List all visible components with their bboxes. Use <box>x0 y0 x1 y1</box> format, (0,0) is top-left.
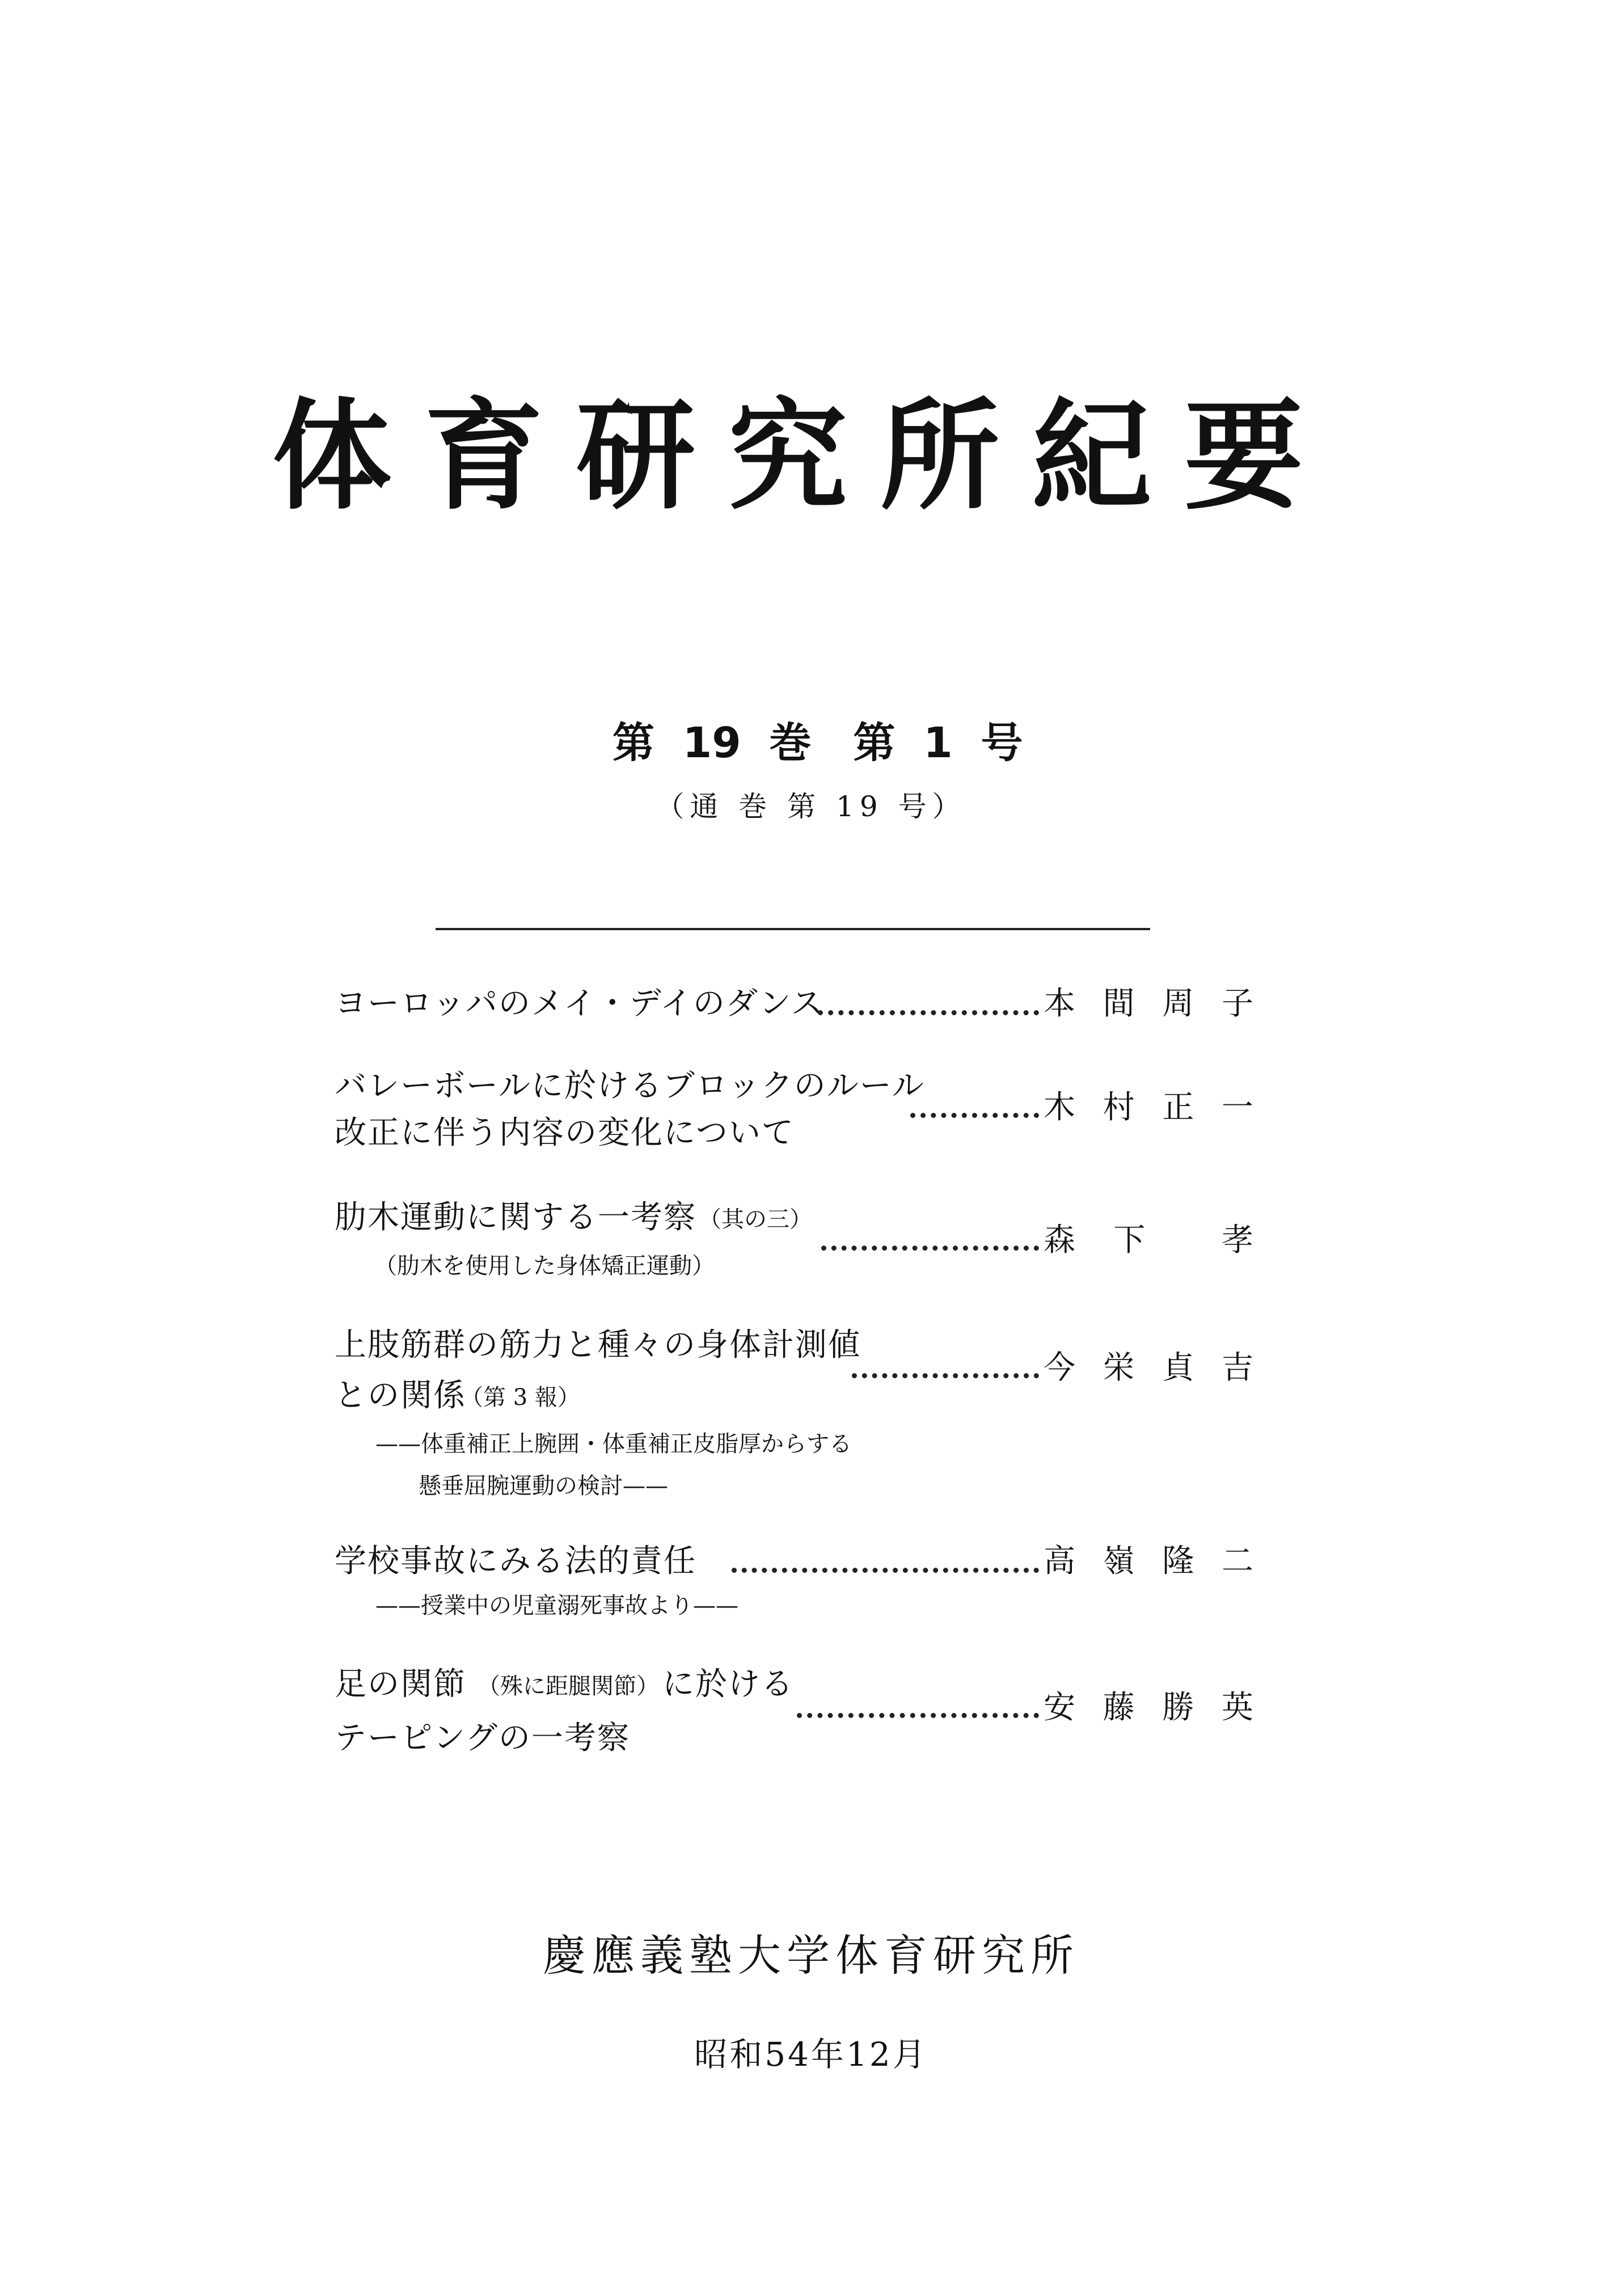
dot-leader <box>821 1246 1039 1251</box>
toc-entry-author: 今 栄 貞 吉 <box>1044 1349 1253 1386</box>
toc-entry-title: ヨーロッパのメイ・デイのダンス <box>335 985 824 1022</box>
toc-entry-subtitle: ——授業中の児童溺死事故より—— <box>375 1593 738 1619</box>
publisher-name: 慶應義塾大学体育研究所 <box>543 1930 1079 1981</box>
toc-entry-title: 肋木運動に関する一考察 <box>335 1199 696 1236</box>
toc-entry-subtitle-continued: 懸垂屈腕運動の検討—— <box>419 1473 668 1499</box>
toc-entry-title-suffix: に於ける <box>662 1666 794 1703</box>
toc-entry-title-continued: 改正に伴う内容の変化について <box>335 1115 795 1151</box>
cumulative-volume-number: （通 巻 第 19 号） <box>656 790 966 823</box>
toc-entry-author: 安 藤 勝 英 <box>1044 1689 1253 1726</box>
toc-entry-title: 足の関節 <box>335 1666 466 1703</box>
dot-leader <box>818 1010 1039 1015</box>
publication-date: 昭和54年12月 <box>694 2035 928 2074</box>
toc-entry-title: バレーボールに於けるブロックのルール <box>335 1067 925 1104</box>
toc-entry-author: 高 嶺 隆 二 <box>1044 1543 1253 1580</box>
toc-entry-title-continued: テーピングの一考察 <box>335 1720 630 1757</box>
toc-entry-author: 木 村 正 一 <box>1044 1089 1253 1126</box>
toc-entry-title-continued: との関係 <box>335 1377 466 1414</box>
toc-entry-subtitle: ——体重補正上腕囲・体重補正皮脂厚からする <box>375 1431 852 1457</box>
dot-leader <box>732 1568 1039 1573</box>
toc-entry-title-note: （其の三） <box>699 1206 812 1233</box>
toc-entry-subtitle: （肋木を使用した身体矯正運動） <box>374 1253 715 1279</box>
divider-rule <box>436 928 1150 930</box>
toc-entry-title: 学校事故にみる法的責任 <box>335 1543 696 1580</box>
toc-entry-author: 本 間 周 子 <box>1044 985 1253 1022</box>
toc-entry-title: 上肢筋群の筋力と種々の身体計測値 <box>335 1327 861 1364</box>
journal-title: 体育研究所紀要 <box>272 387 1337 526</box>
dot-leader <box>797 1713 1039 1718</box>
toc-entry-title-note: （殊に距腿関節） <box>478 1673 659 1699</box>
volume-number: 第 19 巻 第 1 号 <box>613 719 1023 767</box>
dot-leader <box>852 1373 1039 1378</box>
dot-leader <box>910 1113 1039 1118</box>
toc-entry-author: 森 下 孝 <box>1044 1222 1253 1259</box>
toc-entry-title-note: （第 3 報） <box>461 1385 580 1411</box>
